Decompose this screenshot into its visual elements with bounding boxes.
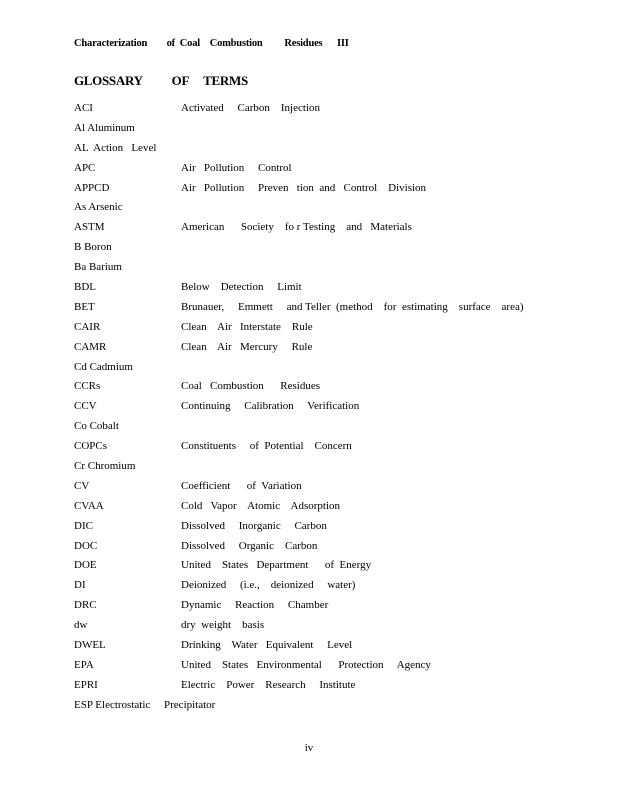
glossary-term: CVAA — [74, 499, 104, 512]
glossary-definition: Below Detection Limit — [181, 281, 302, 294]
glossary-definition: Dynamic Reaction Chamber — [181, 599, 329, 612]
glossary-entry — [74, 240, 594, 260]
glossary-definition: Dissolved Inorganic Carbon — [181, 519, 327, 532]
glossary-term: EPA — [74, 658, 94, 671]
glossary-entry — [74, 220, 594, 240]
glossary-entry — [74, 419, 594, 439]
glossary-term: BET — [74, 300, 95, 313]
glossary-term: Al Aluminum — [74, 121, 135, 134]
glossary-entry — [74, 260, 594, 280]
glossary-definition: Cold Vapor Atomic Adsorption — [181, 499, 340, 512]
glossary-entry — [74, 479, 594, 499]
glossary-entry — [74, 181, 594, 201]
glossary-entry — [74, 618, 594, 638]
glossary-term: ACI — [74, 102, 93, 114]
glossary-definition: Electric Power Research Institute — [181, 678, 356, 691]
page-number: iv — [304, 742, 314, 754]
glossary-entry — [74, 499, 594, 519]
glossary-definition: United States Environmental Protection Agency — [181, 658, 431, 671]
glossary-definition: Continuing Calibration Verification — [181, 400, 360, 413]
glossary-term: Cd Cadmium — [74, 360, 133, 373]
glossary-definition: Drinking Water Equivalent Level — [181, 639, 353, 652]
glossary-term: Co Cobalt — [74, 420, 119, 433]
glossary-term: COPCs — [74, 440, 108, 453]
glossary-term: CV — [74, 479, 90, 492]
glossary-entry — [74, 399, 594, 419]
glossary-definition: Activated Carbon Injection — [181, 102, 320, 114]
glossary-entry — [74, 459, 594, 479]
glossary-definition: Air Pollution Preven tion and Control Division — [181, 181, 427, 194]
glossary-definition: United States Department of Energy — [181, 559, 372, 572]
glossary-term: Ba Barium — [74, 261, 122, 274]
glossary-term: APC — [74, 161, 96, 174]
glossary-definition: Brunauer, Emmett and Teller (method for estimating surface area) — [181, 300, 524, 313]
glossary-entry — [74, 379, 594, 399]
section-title: GLOSSARY OF TERMS — [74, 73, 248, 88]
glossary-term: AL Action Level — [74, 141, 157, 154]
glossary-definition: Clean Air Interstate Rule — [181, 320, 313, 333]
glossary-entry — [74, 141, 594, 161]
glossary-term: CCV — [74, 400, 97, 413]
glossary-definition: Coefficient of Variation — [181, 479, 302, 492]
glossary-term: ASTM — [74, 221, 105, 234]
glossary-term: DIC — [74, 519, 93, 532]
glossary-entry — [74, 638, 594, 658]
glossary-entry — [74, 320, 594, 340]
glossary-entry — [74, 101, 594, 121]
glossary-term: CAIR — [74, 320, 101, 333]
glossary-definition: Deionized (i.e., deionized water) — [181, 579, 356, 592]
glossary-entry — [74, 558, 594, 578]
glossary-entry — [74, 539, 594, 559]
glossary-term: DRC — [74, 599, 97, 612]
glossary-entry — [74, 161, 594, 181]
glossary-definition: Dissolved Organic Carbon — [181, 539, 318, 552]
glossary-term: APPCD — [74, 181, 110, 194]
glossary-definition: Air Pollution Control — [181, 161, 292, 174]
glossary-term: B Boron — [74, 241, 112, 254]
glossary-term: Cr Chromium — [74, 460, 136, 473]
glossary-term: dw — [74, 619, 88, 632]
glossary-entry — [74, 658, 594, 678]
glossary-entry — [74, 360, 594, 380]
glossary-term: CCRs — [74, 380, 101, 393]
glossary-entry — [74, 698, 594, 718]
glossary-term: As Arsenic — [74, 201, 123, 214]
glossary-term: EPRI — [74, 678, 98, 691]
glossary-entry — [74, 598, 594, 618]
glossary-term: DOE — [74, 559, 97, 572]
glossary-term: ESP Electrostatic Precipitator — [74, 698, 216, 711]
glossary-term: DOC — [74, 539, 98, 552]
glossary-term: DWEL — [74, 639, 106, 652]
glossary-entry — [74, 280, 594, 300]
glossary-entry — [74, 439, 594, 459]
glossary-definition: Coal Combustion Residues — [181, 380, 321, 393]
glossary-entry — [74, 678, 594, 698]
glossary-entry — [74, 300, 594, 320]
glossary-entry — [74, 519, 594, 539]
glossary-entry — [74, 121, 594, 141]
glossary-term: CAMR — [74, 340, 107, 353]
glossary-entry — [74, 200, 594, 220]
glossary-definition: American Society fo r Testing and Materials — [181, 221, 412, 234]
glossary-entry — [74, 578, 594, 598]
glossary-term: BDL — [74, 281, 96, 294]
running-header: Characterization of Coal Combustion Residues III — [74, 38, 349, 49]
glossary-entry — [74, 340, 594, 360]
glossary-definition: Clean Air Mercury Rule — [181, 340, 313, 353]
glossary-definition: dry weight basis — [181, 619, 265, 632]
glossary-list — [74, 101, 594, 718]
glossary-definition: Constituents of Potential Concern — [181, 440, 352, 453]
glossary-term: DI — [74, 579, 86, 592]
